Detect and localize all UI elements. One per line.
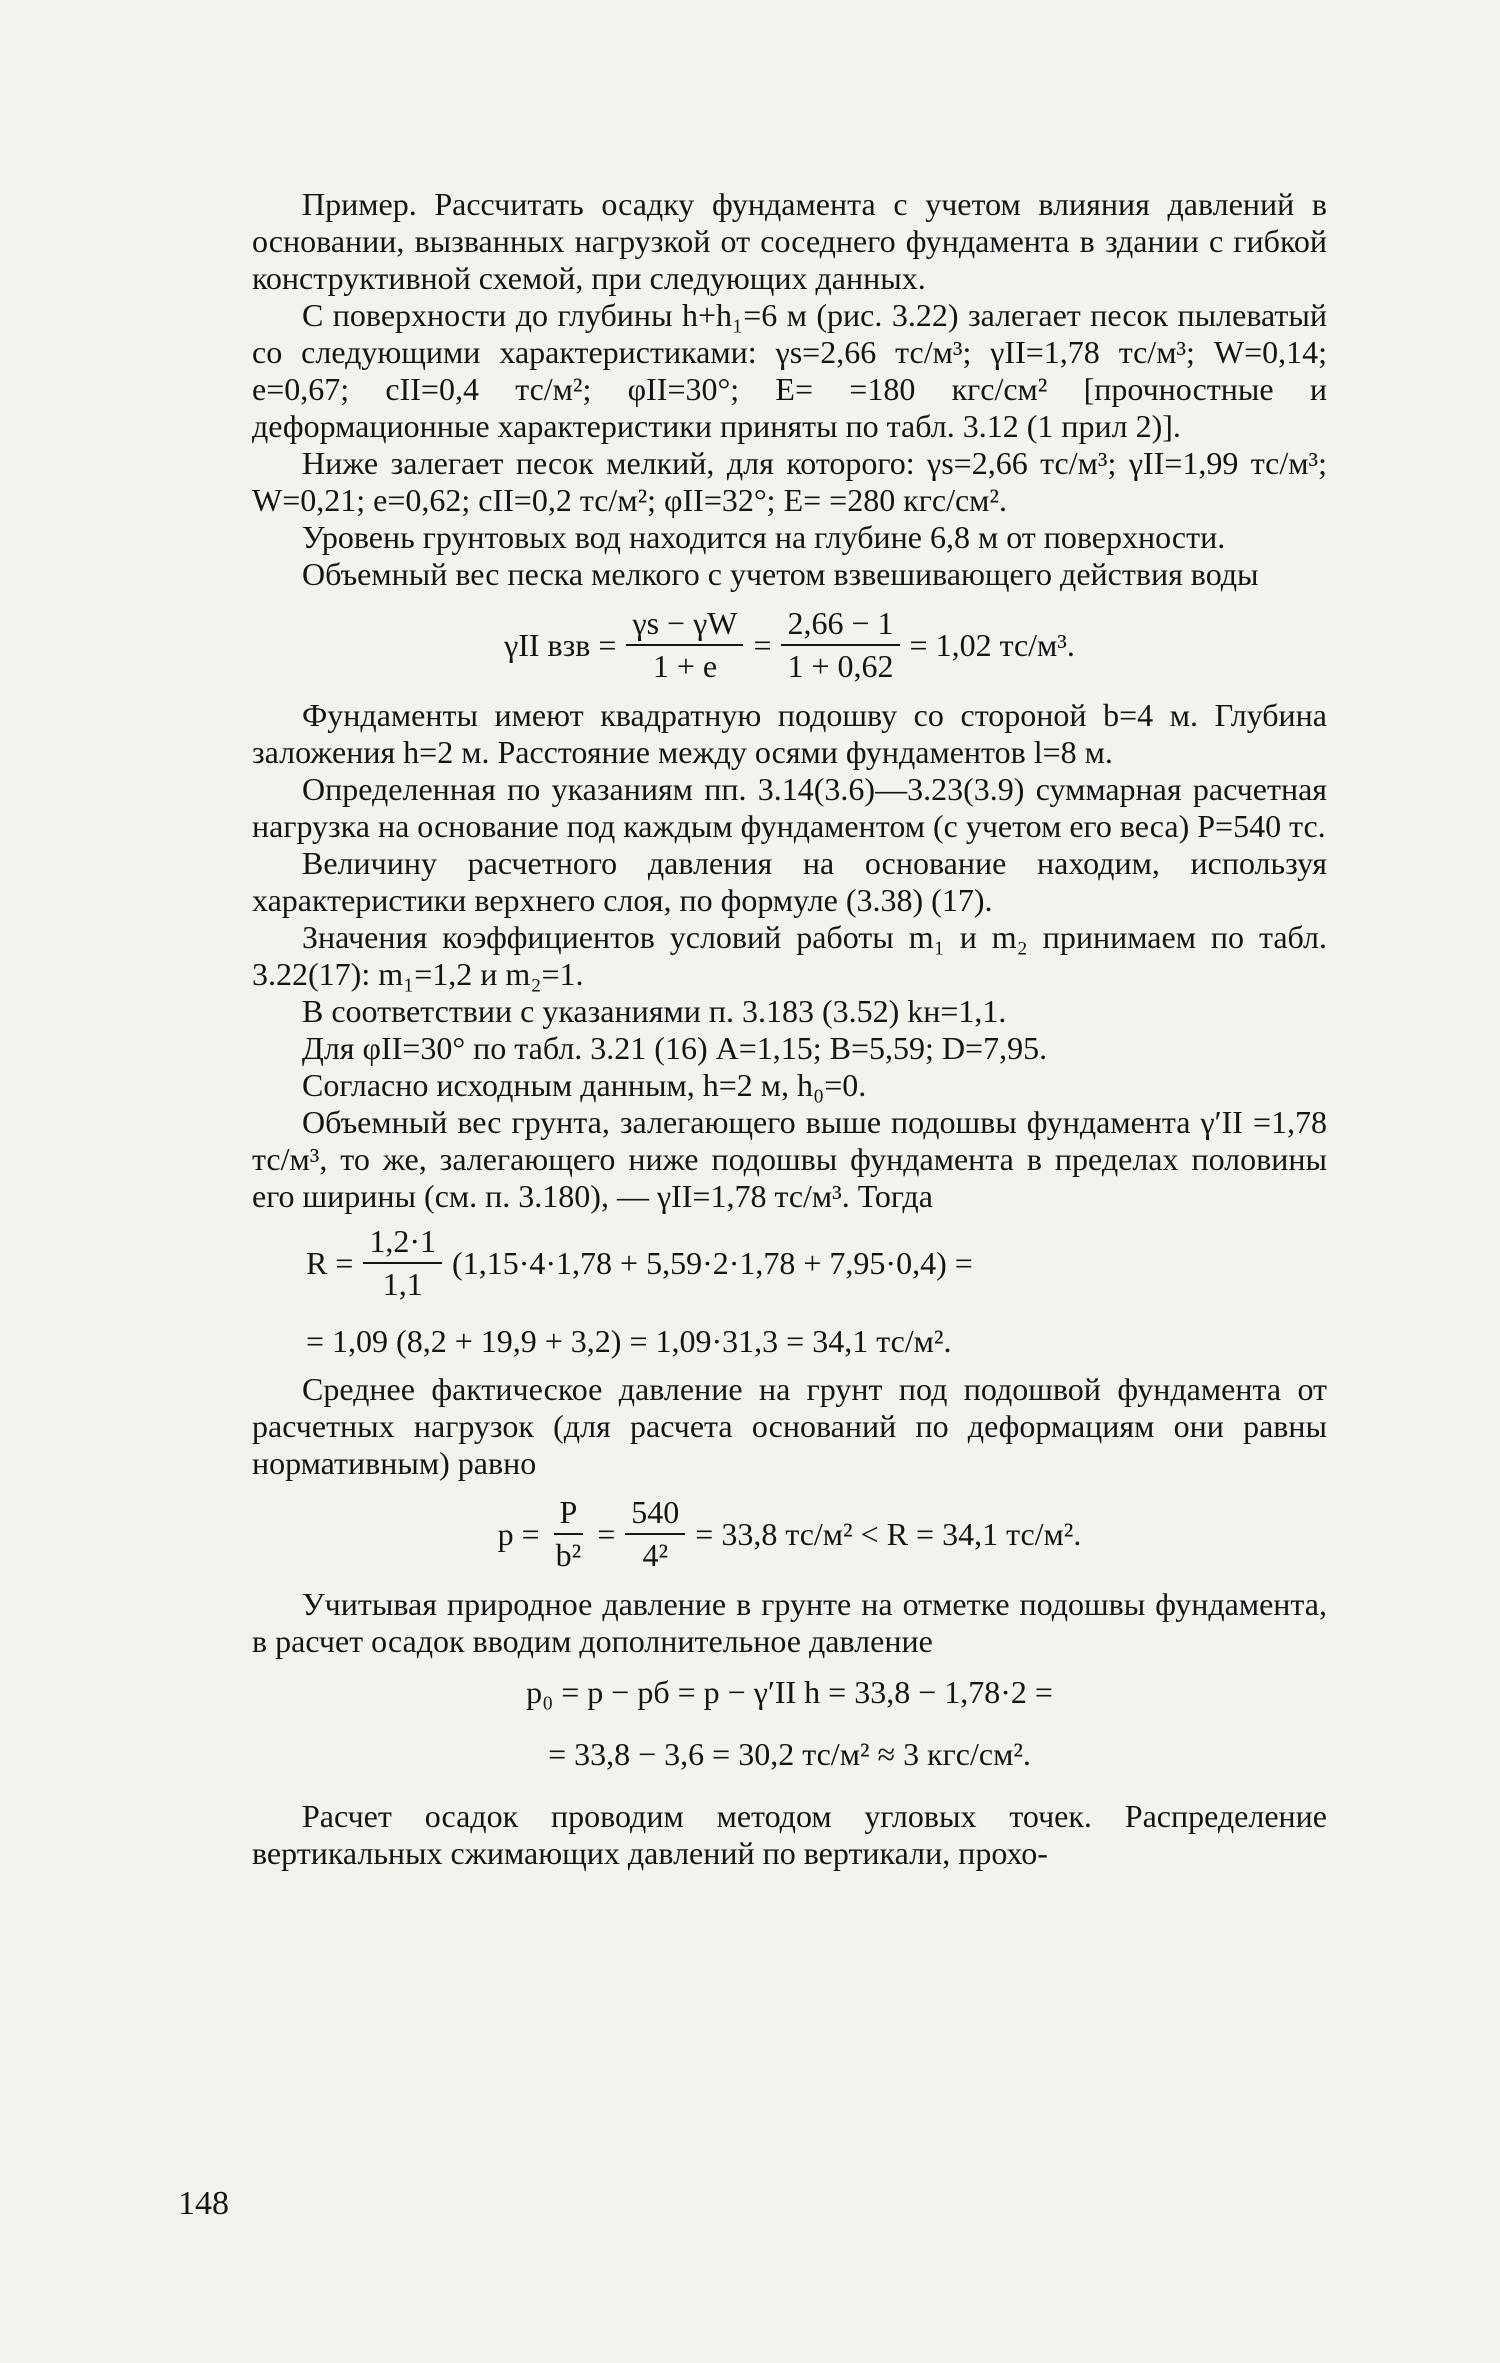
formula-r-fraction bbox=[363, 1223, 442, 1303]
paragraph-soil-weight: Объемный вес грунта, залегающего выше подошвы фундамента γ′II =1,78 тс/м³, то же, залегающего ниже подошвы фундамента в пределах половины его ширины (см. п. 3.180), — γII=1,78 тс/м³. Тогда bbox=[252, 1104, 1327, 1214]
paragraph-kn: В соответствии с указаниями п. 3.183 (3.52) kн=1,1. bbox=[302, 993, 1007, 1029]
formula-gamma-eq: = bbox=[753, 626, 772, 663]
formula-r-line1 bbox=[252, 1215, 1327, 1311]
formula-p-lhs: p = bbox=[497, 1515, 540, 1552]
formula-p-eq: = bbox=[597, 1515, 616, 1552]
formula-gamma-num1: γs − γW bbox=[626, 605, 743, 646]
formula-r-rhs: (1,15·4·1,78 + 5,59·2·1,78 + 7,95·0,4) = bbox=[452, 1244, 973, 1281]
formula-gamma-den2: 1 + 0,62 bbox=[787, 648, 894, 684]
paragraph-coefficients: Значения коэффициентов условий работы m₁ и m₂ принимаем по табл. 3.22(17): m₁=1,2 и m₂=1. bbox=[252, 919, 1327, 992]
paragraph-foundations: Фундаменты имеют квадратную подошву со стороной b=4 м. Глубина заложения h=2 м. Расстояние между осями фундаментов l=8 м. bbox=[252, 697, 1327, 770]
paragraph-unit-weight: Объемный вес песка мелкого с учетом взвешивающего действия воды bbox=[302, 556, 1259, 592]
paragraph-load: Определенная по указаниям пп. 3.14(3.6)—3.23(3.9) суммарная расчетная нагрузка на основание под каждым фундаментом (с учетом его веса) P=540 тс. bbox=[252, 771, 1327, 844]
paragraph-natural-pressure: Учитывая природное давление в грунте на отметке подошвы фундамента, в расчет осадок вводим дополнительное давление bbox=[252, 1586, 1327, 1659]
paragraph-lower-layer: Ниже залегает песок мелкий, для которого: γs=2,66 тс/м³; γII=1,99 тс/м³; W=0,21; e=0,62; cII=0,2 тс/м²; φII=32°; E= =280 кгс/см². bbox=[252, 445, 1327, 518]
formula-p-den2: 4² bbox=[642, 1537, 669, 1573]
formula-buoyant-weight bbox=[252, 593, 1327, 697]
formula-p-fraction-2 bbox=[625, 1494, 685, 1574]
formula-gamma-rhs: = 1,02 тс/м³. bbox=[909, 626, 1075, 663]
paragraph-settlement-method: Расчет осадок проводим методом угловых точек. Распределение вертикальных сжимающих давлений по вертикали, прохо- bbox=[252, 1798, 1327, 1871]
formula-r-den: 1,1 bbox=[382, 1266, 423, 1302]
formula-p0-second: = 33,8 − 3,6 = 30,2 тс/м² ≈ 3 кгс/см². bbox=[548, 1735, 1031, 1772]
formula-gamma-num2: 2,66 − 1 bbox=[781, 605, 899, 646]
paragraph-h0: Согласно исходным данным, h=2 м, h₀=0. bbox=[302, 1067, 867, 1103]
formula-r-lhs: R = bbox=[306, 1244, 354, 1281]
formula-r-num: 1,2·1 bbox=[363, 1223, 442, 1264]
formula-gamma-fraction-1 bbox=[626, 605, 743, 685]
formula-gamma-fraction-2 bbox=[781, 605, 899, 685]
paragraph-design-pressure: Величину расчетного давления на основание находим, используя характеристики верхнего слоя, по формуле (3.38) (17). bbox=[252, 845, 1327, 918]
formula-p-num1: P bbox=[554, 1494, 584, 1535]
formula-r-result: = 1,09 (8,2 + 19,9 + 3,2) = 1,09·31,3 = 34,1 тс/м². bbox=[306, 1322, 952, 1359]
text-body bbox=[252, 186, 1327, 1872]
paragraph-abd: Для φII=30° по табл. 3.21 (16) A=1,15; B=5,59; D=7,95. bbox=[302, 1030, 1048, 1066]
formula-r-line2 bbox=[252, 1311, 1327, 1371]
paragraph-upper-layer: С поверхности до глубины h+h₁=6 м (рис. 3.22) залегает песок пылеватый со следующими характеристиками: γs=2,66 тс/м³; γII=1,78 тс/м³; W=0,14; e=0,67; cII=0,4 тс/м²; φII=30°; E= =180 кгс/см² [прочностные и деформационные характеристики приняты по табл. 3.12 (1 прил 2)]. bbox=[252, 297, 1327, 444]
formula-p0-line1 bbox=[252, 1660, 1327, 1724]
formula-p0-first: p₀ = p − pб = p − γ′II h = 33,8 − 1,78·2 = bbox=[526, 1673, 1053, 1710]
formula-p-num2: 540 bbox=[625, 1494, 685, 1535]
formula-mean-pressure bbox=[252, 1482, 1327, 1586]
formula-gamma-lhs: γII взв = bbox=[504, 626, 617, 663]
page-number: 148 bbox=[178, 2185, 229, 2222]
formula-p0-line2 bbox=[252, 1724, 1327, 1784]
paragraph-mean-pressure: Среднее фактическое давление на грунт под подошвой фундамента от расчетных нагрузок (для расчета оснований по деформациям они равны нормативным) равно bbox=[252, 1371, 1327, 1481]
formula-gamma-den1: 1 + e bbox=[652, 648, 718, 684]
formula-p-fraction-1 bbox=[550, 1494, 588, 1574]
paragraph-example: Пример. Рассчитать осадку фундамента с учетом влияния давлений в основании, вызванных нагрузкой от соседнего фундамента в здании с гибкой конструктивной схемой, при следующих данных. bbox=[252, 186, 1327, 296]
formula-p-den1: b² bbox=[555, 1537, 582, 1573]
paragraph-groundwater: Уровень грунтовых вод находится на глубине 6,8 м от поверхности. bbox=[302, 519, 1226, 555]
formula-p-rhs: = 33,8 тс/м² < R = 34,1 тс/м². bbox=[695, 1515, 1082, 1552]
